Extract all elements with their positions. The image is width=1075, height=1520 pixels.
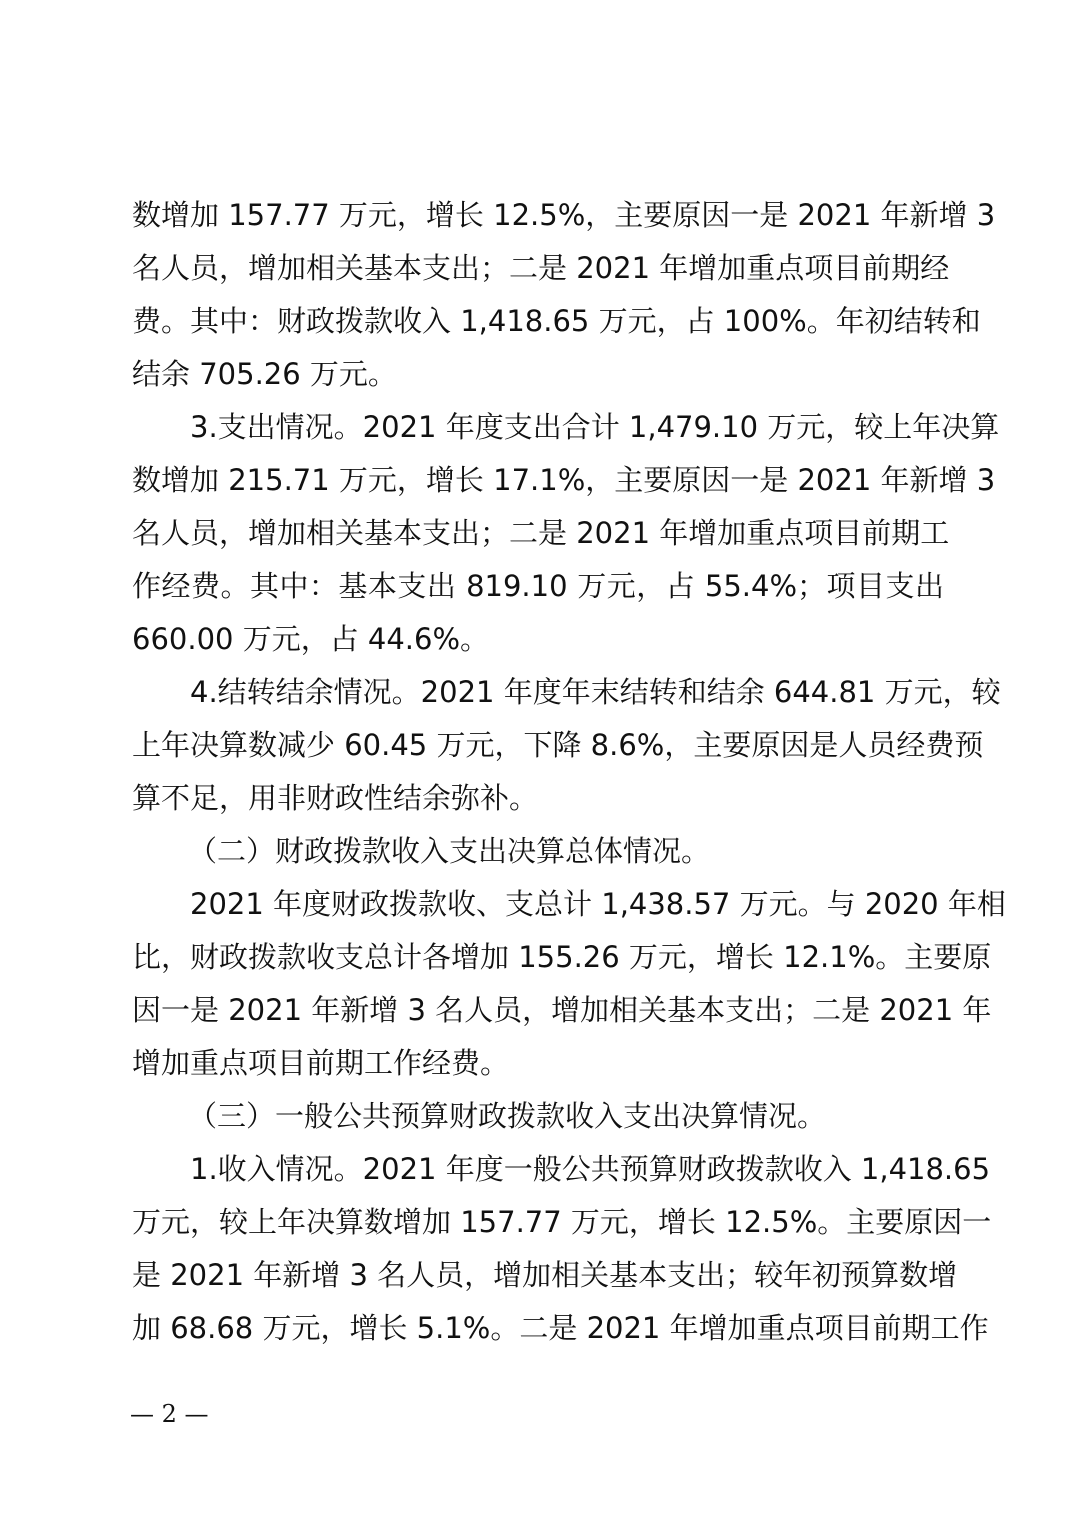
body-text-line: 增加重点项目前期工作经费。 [132,1046,510,1080]
body-text-line: 数增加 215.71 万元，增长 17.1%，主要原因一是 2021 年新增 3 [132,463,996,497]
body-text-line: 算不足，用非财政性结余弥补。 [132,781,539,815]
body-text-line: 是 2021 年新增 3 名人员，增加相关基本支出；较年初预算数增 [132,1258,958,1292]
body-text-line: 上年决算数减少 60.45 万元，下降 8.6%，主要原因是人员经费预 [132,728,984,762]
body-text-line: 3.支出情况。2021 年度支出合计 1,479.10 万元，较上年决算 [190,410,1000,444]
body-text-line: 作经费。其中：基本支出 819.10 万元，占 55.4%；项目支出 [132,569,944,603]
body-text-line: 1.收入情况。2021 年度一般公共预算财政拨款收入 1,418.65 [190,1152,991,1186]
section-heading: （二）财政拨款收入支出决算总体情况。 [188,834,711,868]
body-text-line: 比，财政拨款收支总计各增加 155.26 万元，增长 12.1%。主要原 [132,940,992,974]
body-text-line: 加 68.68 万元，增长 5.1%。二是 2021 年增加重点项目前期工作 [132,1311,989,1345]
body-text-line: 万元，较上年决算数增加 157.77 万元，增长 12.5%。主要原因一 [132,1205,992,1239]
body-text-line: 4.结转结余情况。2021 年度年末结转和结余 644.81 万元，较 [190,675,1001,709]
body-text-line: 费。其中：财政拨款收入 1,418.65 万元，占 100%。年初结转和 [132,304,981,338]
page-number: — 2 — [130,1400,209,1428]
body-text-line: 数增加 157.77 万元，增长 12.5%，主要原因一是 2021 年新增 3 [132,198,996,232]
section-heading: （三）一般公共预算财政拨款收入支出决算情况。 [188,1099,827,1133]
body-text-line: 660.00 万元，占 44.6%。 [132,622,490,656]
body-text-line: 名人员，增加相关基本支出；二是 2021 年增加重点项目前期工 [132,516,950,550]
body-text-line: 因一是 2021 年新增 3 名人员，增加相关基本支出；二是 2021 年 [132,993,992,1027]
body-text-line: 结余 705.26 万元。 [132,357,397,391]
body-text-line: 2021 年度财政拨款收、支总计 1,438.57 万元。与 2020 年相 [190,887,1006,921]
body-text-line: 名人员，增加相关基本支出；二是 2021 年增加重点项目前期经 [132,251,950,285]
